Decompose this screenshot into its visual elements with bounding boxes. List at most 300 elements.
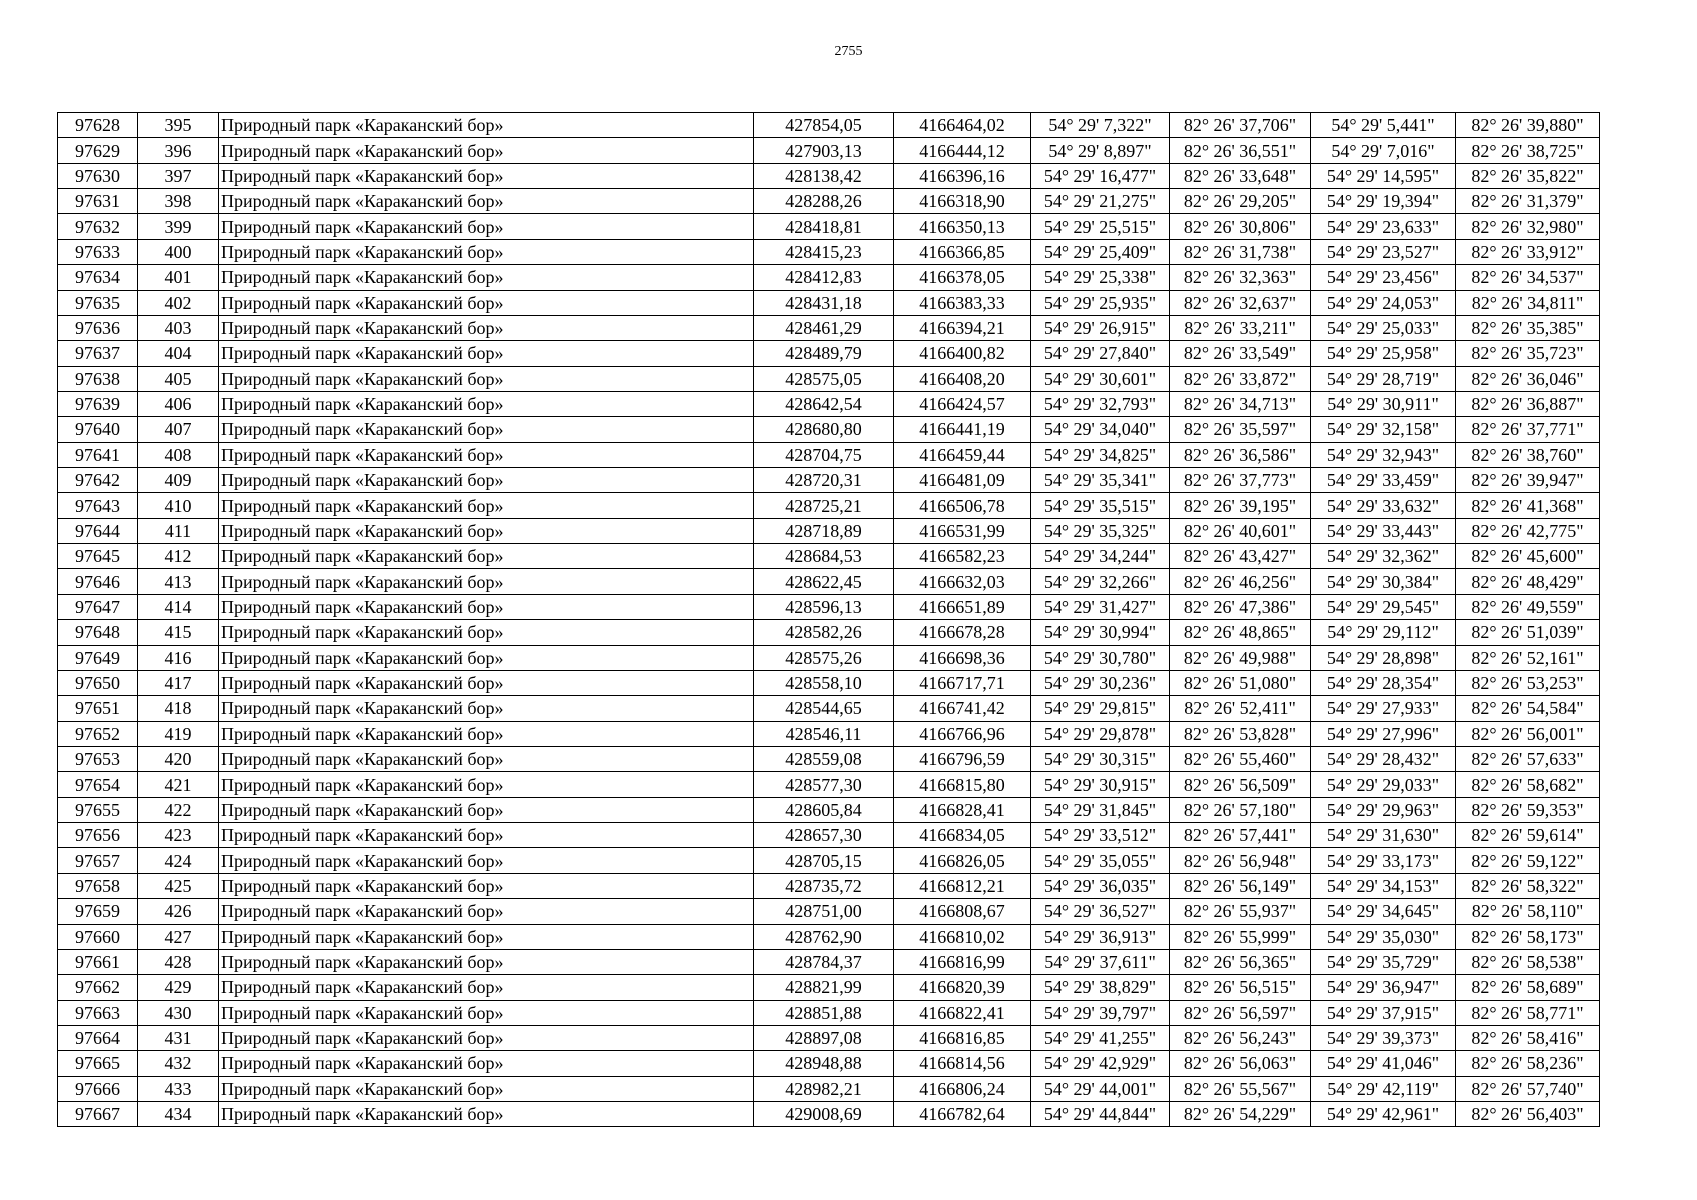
cell-point-number: 398 [138, 189, 219, 214]
cell-latitude-2: 54° 29' 34,153" [1311, 873, 1456, 898]
cell-y-coordinate: 4166531,99 [894, 518, 1031, 543]
cell-longitude-1: 82° 26' 47,386" [1170, 594, 1311, 619]
cell-x-coordinate: 428559,08 [754, 746, 894, 771]
cell-latitude-1: 54° 29' 35,515" [1031, 493, 1170, 518]
cell-object-name: Природный парк «Караканский бор» [219, 696, 754, 721]
cell-y-coordinate: 4166678,28 [894, 620, 1031, 645]
cell-longitude-2: 82° 26' 35,385" [1456, 315, 1600, 340]
cell-x-coordinate: 428982,21 [754, 1076, 894, 1101]
cell-object-name: Природный парк «Караканский бор» [219, 645, 754, 670]
cell-object-name: Природный парк «Караканский бор» [219, 1051, 754, 1076]
cell-object-name: Природный парк «Караканский бор» [219, 975, 754, 1000]
cell-record-id: 97651 [58, 696, 138, 721]
cell-longitude-2: 82° 26' 35,822" [1456, 163, 1600, 188]
cell-point-number: 401 [138, 265, 219, 290]
table-row [58, 1000, 1600, 1025]
cell-object-name: Природный парк «Караканский бор» [219, 721, 754, 746]
cell-point-number: 415 [138, 620, 219, 645]
cell-latitude-1: 54° 29' 7,322" [1031, 113, 1170, 138]
cell-point-number: 411 [138, 518, 219, 543]
table-row [58, 113, 1600, 138]
cell-point-number: 421 [138, 772, 219, 797]
cell-longitude-2: 82° 26' 42,775" [1456, 518, 1600, 543]
cell-point-number: 417 [138, 670, 219, 695]
cell-latitude-1: 54° 29' 30,236" [1031, 670, 1170, 695]
cell-point-number: 423 [138, 823, 219, 848]
table-row [58, 1076, 1600, 1101]
cell-latitude-1: 54° 29' 36,035" [1031, 873, 1170, 898]
cell-latitude-2: 54° 29' 32,158" [1311, 417, 1456, 442]
cell-y-coordinate: 4166366,85 [894, 239, 1031, 264]
cell-latitude-1: 54° 29' 37,611" [1031, 949, 1170, 974]
cell-x-coordinate: 428575,05 [754, 366, 894, 391]
cell-latitude-1: 54° 29' 21,275" [1031, 189, 1170, 214]
cell-latitude-2: 54° 29' 19,394" [1311, 189, 1456, 214]
table-row [58, 1051, 1600, 1076]
cell-object-name: Природный парк «Караканский бор» [219, 746, 754, 771]
cell-latitude-2: 54° 29' 35,729" [1311, 949, 1456, 974]
cell-object-name: Природный парк «Караканский бор» [219, 620, 754, 645]
cell-point-number: 402 [138, 290, 219, 315]
table-row [58, 1102, 1600, 1127]
cell-record-id: 97662 [58, 975, 138, 1000]
cell-latitude-2: 54° 29' 29,112" [1311, 620, 1456, 645]
cell-latitude-2: 54° 29' 27,933" [1311, 696, 1456, 721]
cell-object-name: Природный парк «Караканский бор» [219, 341, 754, 366]
cell-object-name: Природный парк «Караканский бор» [219, 569, 754, 594]
cell-latitude-1: 54° 29' 32,793" [1031, 391, 1170, 416]
cell-longitude-1: 82° 26' 52,411" [1170, 696, 1311, 721]
cell-longitude-1: 82° 26' 33,872" [1170, 366, 1311, 391]
cell-record-id: 97659 [58, 899, 138, 924]
cell-record-id: 97661 [58, 949, 138, 974]
cell-y-coordinate: 4166378,05 [894, 265, 1031, 290]
cell-latitude-1: 54° 29' 26,915" [1031, 315, 1170, 340]
cell-longitude-2: 82° 26' 56,403" [1456, 1102, 1600, 1127]
cell-object-name: Природный парк «Караканский бор» [219, 239, 754, 264]
cell-longitude-2: 82° 26' 39,880" [1456, 113, 1600, 138]
cell-point-number: 412 [138, 544, 219, 569]
cell-y-coordinate: 4166441,19 [894, 417, 1031, 442]
cell-longitude-1: 82° 26' 56,515" [1170, 975, 1311, 1000]
table-row [58, 290, 1600, 315]
cell-object-name: Природный парк «Караканский бор» [219, 1025, 754, 1050]
cell-longitude-1: 82° 26' 56,948" [1170, 848, 1311, 873]
cell-record-id: 97645 [58, 544, 138, 569]
cell-x-coordinate: 428138,42 [754, 163, 894, 188]
cell-point-number: 395 [138, 113, 219, 138]
cell-y-coordinate: 4166394,21 [894, 315, 1031, 340]
cell-point-number: 404 [138, 341, 219, 366]
cell-latitude-2: 54° 29' 30,911" [1311, 391, 1456, 416]
cell-longitude-1: 82° 26' 36,586" [1170, 442, 1311, 467]
cell-longitude-2: 82° 26' 31,379" [1456, 189, 1600, 214]
cell-y-coordinate: 4166318,90 [894, 189, 1031, 214]
cell-latitude-2: 54° 29' 41,046" [1311, 1051, 1456, 1076]
cell-point-number: 424 [138, 848, 219, 873]
cell-longitude-1: 82° 26' 35,597" [1170, 417, 1311, 442]
cell-object-name: Природный парк «Караканский бор» [219, 823, 754, 848]
cell-point-number: 427 [138, 924, 219, 949]
table-row [58, 620, 1600, 645]
cell-y-coordinate: 4166796,59 [894, 746, 1031, 771]
cell-latitude-2: 54° 29' 24,053" [1311, 290, 1456, 315]
cell-latitude-2: 54° 29' 35,030" [1311, 924, 1456, 949]
cell-y-coordinate: 4166506,78 [894, 493, 1031, 518]
cell-x-coordinate: 428558,10 [754, 670, 894, 695]
cell-x-coordinate: 428720,31 [754, 468, 894, 493]
cell-y-coordinate: 4166350,13 [894, 214, 1031, 239]
cell-y-coordinate: 4166632,03 [894, 569, 1031, 594]
table-row [58, 138, 1600, 163]
cell-longitude-1: 82° 26' 46,256" [1170, 569, 1311, 594]
cell-x-coordinate: 428948,88 [754, 1051, 894, 1076]
cell-longitude-1: 82° 26' 37,706" [1170, 113, 1311, 138]
cell-y-coordinate: 4166806,24 [894, 1076, 1031, 1101]
cell-latitude-2: 54° 29' 23,633" [1311, 214, 1456, 239]
cell-longitude-2: 82° 26' 33,912" [1456, 239, 1600, 264]
cell-record-id: 97631 [58, 189, 138, 214]
cell-record-id: 97650 [58, 670, 138, 695]
cell-object-name: Природный парк «Караканский бор» [219, 873, 754, 898]
cell-latitude-2: 54° 29' 23,456" [1311, 265, 1456, 290]
cell-object-name: Природный парк «Караканский бор» [219, 113, 754, 138]
cell-object-name: Природный парк «Караканский бор» [219, 899, 754, 924]
cell-longitude-2: 82° 26' 45,600" [1456, 544, 1600, 569]
cell-x-coordinate: 428431,18 [754, 290, 894, 315]
cell-x-coordinate: 428680,80 [754, 417, 894, 442]
cell-record-id: 97644 [58, 518, 138, 543]
cell-longitude-1: 82° 26' 33,211" [1170, 315, 1311, 340]
cell-y-coordinate: 4166822,41 [894, 1000, 1031, 1025]
cell-y-coordinate: 4166834,05 [894, 823, 1031, 848]
cell-longitude-1: 82° 26' 31,738" [1170, 239, 1311, 264]
cell-point-number: 414 [138, 594, 219, 619]
table-row [58, 163, 1600, 188]
cell-record-id: 97640 [58, 417, 138, 442]
cell-longitude-1: 82° 26' 56,063" [1170, 1051, 1311, 1076]
cell-point-number: 407 [138, 417, 219, 442]
cell-object-name: Природный парк «Караканский бор» [219, 290, 754, 315]
cell-latitude-2: 54° 29' 14,595" [1311, 163, 1456, 188]
cell-object-name: Природный парк «Караканский бор» [219, 1102, 754, 1127]
cell-object-name: Природный парк «Караканский бор» [219, 391, 754, 416]
cell-longitude-1: 82° 26' 29,205" [1170, 189, 1311, 214]
cell-record-id: 97660 [58, 924, 138, 949]
cell-latitude-1: 54° 29' 29,815" [1031, 696, 1170, 721]
cell-record-id: 97655 [58, 797, 138, 822]
cell-longitude-2: 82° 26' 36,887" [1456, 391, 1600, 416]
cell-point-number: 406 [138, 391, 219, 416]
cell-latitude-2: 54° 29' 39,373" [1311, 1025, 1456, 1050]
cell-object-name: Природный парк «Караканский бор» [219, 1000, 754, 1025]
cell-record-id: 97649 [58, 645, 138, 670]
cell-point-number: 418 [138, 696, 219, 721]
table-row [58, 417, 1600, 442]
cell-latitude-2: 54° 29' 29,963" [1311, 797, 1456, 822]
cell-longitude-2: 82° 26' 36,046" [1456, 366, 1600, 391]
table-row [58, 391, 1600, 416]
coordinates-table [57, 112, 1600, 1127]
cell-point-number: 430 [138, 1000, 219, 1025]
cell-record-id: 97646 [58, 569, 138, 594]
cell-latitude-1: 54° 29' 27,840" [1031, 341, 1170, 366]
cell-record-id: 97667 [58, 1102, 138, 1127]
cell-record-id: 97648 [58, 620, 138, 645]
cell-y-coordinate: 4166826,05 [894, 848, 1031, 873]
cell-longitude-1: 82° 26' 55,937" [1170, 899, 1311, 924]
cell-x-coordinate: 428605,84 [754, 797, 894, 822]
cell-record-id: 97657 [58, 848, 138, 873]
cell-x-coordinate: 428544,65 [754, 696, 894, 721]
cell-longitude-1: 82° 26' 53,828" [1170, 721, 1311, 746]
cell-y-coordinate: 4166481,09 [894, 468, 1031, 493]
cell-x-coordinate: 428288,26 [754, 189, 894, 214]
cell-longitude-2: 82° 26' 38,725" [1456, 138, 1600, 163]
cell-y-coordinate: 4166396,16 [894, 163, 1031, 188]
cell-latitude-1: 54° 29' 31,427" [1031, 594, 1170, 619]
cell-longitude-1: 82° 26' 56,243" [1170, 1025, 1311, 1050]
cell-y-coordinate: 4166741,42 [894, 696, 1031, 721]
cell-point-number: 426 [138, 899, 219, 924]
cell-object-name: Природный парк «Караканский бор» [219, 594, 754, 619]
cell-longitude-1: 82° 26' 56,597" [1170, 1000, 1311, 1025]
cell-longitude-1: 82° 26' 30,806" [1170, 214, 1311, 239]
cell-y-coordinate: 4166383,33 [894, 290, 1031, 315]
cell-longitude-2: 82° 26' 59,353" [1456, 797, 1600, 822]
cell-point-number: 419 [138, 721, 219, 746]
cell-x-coordinate: 428418,81 [754, 214, 894, 239]
table-row [58, 696, 1600, 721]
cell-x-coordinate: 428718,89 [754, 518, 894, 543]
cell-longitude-1: 82° 26' 55,460" [1170, 746, 1311, 771]
table-row [58, 899, 1600, 924]
cell-latitude-1: 54° 29' 34,825" [1031, 442, 1170, 467]
table-row [58, 924, 1600, 949]
cell-record-id: 97652 [58, 721, 138, 746]
cell-object-name: Природный парк «Караканский бор» [219, 493, 754, 518]
cell-y-coordinate: 4166816,85 [894, 1025, 1031, 1050]
cell-record-id: 97656 [58, 823, 138, 848]
cell-point-number: 403 [138, 315, 219, 340]
cell-record-id: 97641 [58, 442, 138, 467]
cell-latitude-2: 54° 29' 33,459" [1311, 468, 1456, 493]
cell-latitude-1: 54° 29' 34,040" [1031, 417, 1170, 442]
cell-longitude-1: 82° 26' 48,865" [1170, 620, 1311, 645]
cell-latitude-1: 54° 29' 30,315" [1031, 746, 1170, 771]
cell-y-coordinate: 4166810,02 [894, 924, 1031, 949]
cell-latitude-1: 54° 29' 33,512" [1031, 823, 1170, 848]
cell-object-name: Природный парк «Караканский бор» [219, 949, 754, 974]
cell-latitude-2: 54° 29' 7,016" [1311, 138, 1456, 163]
table-row [58, 873, 1600, 898]
cell-record-id: 97630 [58, 163, 138, 188]
cell-y-coordinate: 4166820,39 [894, 975, 1031, 1000]
cell-record-id: 97642 [58, 468, 138, 493]
cell-longitude-1: 82° 26' 32,363" [1170, 265, 1311, 290]
cell-longitude-1: 82° 26' 33,549" [1170, 341, 1311, 366]
cell-latitude-1: 54° 29' 25,935" [1031, 290, 1170, 315]
cell-point-number: 422 [138, 797, 219, 822]
cell-latitude-2: 54° 29' 28,354" [1311, 670, 1456, 695]
table-row [58, 975, 1600, 1000]
cell-point-number: 409 [138, 468, 219, 493]
cell-x-coordinate: 428784,37 [754, 949, 894, 974]
cell-y-coordinate: 4166408,20 [894, 366, 1031, 391]
cell-latitude-2: 54° 29' 33,173" [1311, 848, 1456, 873]
cell-y-coordinate: 4166582,23 [894, 544, 1031, 569]
table-row [58, 823, 1600, 848]
cell-record-id: 97639 [58, 391, 138, 416]
cell-x-coordinate: 428897,08 [754, 1025, 894, 1050]
table-row [58, 594, 1600, 619]
cell-latitude-1: 54° 29' 25,515" [1031, 214, 1170, 239]
table-row [58, 366, 1600, 391]
cell-latitude-2: 54° 29' 42,961" [1311, 1102, 1456, 1127]
cell-longitude-2: 82° 26' 51,039" [1456, 620, 1600, 645]
cell-longitude-2: 82° 26' 56,001" [1456, 721, 1600, 746]
cell-y-coordinate: 4166717,71 [894, 670, 1031, 695]
cell-record-id: 97665 [58, 1051, 138, 1076]
cell-record-id: 97658 [58, 873, 138, 898]
cell-latitude-1: 54° 29' 30,601" [1031, 366, 1170, 391]
cell-longitude-1: 82° 26' 56,149" [1170, 873, 1311, 898]
cell-latitude-2: 54° 29' 30,384" [1311, 569, 1456, 594]
cell-y-coordinate: 4166808,67 [894, 899, 1031, 924]
cell-point-number: 433 [138, 1076, 219, 1101]
cell-longitude-2: 82° 26' 59,614" [1456, 823, 1600, 848]
cell-longitude-2: 82° 26' 34,537" [1456, 265, 1600, 290]
table-row [58, 848, 1600, 873]
cell-latitude-2: 54° 29' 32,362" [1311, 544, 1456, 569]
cell-x-coordinate: 428821,99 [754, 975, 894, 1000]
cell-record-id: 97635 [58, 290, 138, 315]
cell-object-name: Природный парк «Караканский бор» [219, 315, 754, 340]
table-row [58, 265, 1600, 290]
cell-latitude-1: 54° 29' 35,055" [1031, 848, 1170, 873]
cell-latitude-1: 54° 29' 30,915" [1031, 772, 1170, 797]
cell-x-coordinate: 429008,69 [754, 1102, 894, 1127]
table-row [58, 239, 1600, 264]
cell-record-id: 97666 [58, 1076, 138, 1101]
cell-latitude-2: 54° 29' 37,915" [1311, 1000, 1456, 1025]
cell-y-coordinate: 4166812,21 [894, 873, 1031, 898]
cell-point-number: 429 [138, 975, 219, 1000]
cell-longitude-2: 82° 26' 34,811" [1456, 290, 1600, 315]
cell-x-coordinate: 428461,29 [754, 315, 894, 340]
cell-point-number: 399 [138, 214, 219, 239]
table-row [58, 670, 1600, 695]
cell-point-number: 416 [138, 645, 219, 670]
cell-latitude-2: 54° 29' 23,527" [1311, 239, 1456, 264]
cell-object-name: Природный парк «Караканский бор» [219, 772, 754, 797]
cell-latitude-2: 54° 29' 5,441" [1311, 113, 1456, 138]
cell-longitude-2: 82° 26' 32,980" [1456, 214, 1600, 239]
cell-longitude-2: 82° 26' 41,368" [1456, 493, 1600, 518]
cell-object-name: Природный парк «Караканский бор» [219, 366, 754, 391]
cell-longitude-1: 82° 26' 56,509" [1170, 772, 1311, 797]
cell-latitude-1: 54° 29' 25,338" [1031, 265, 1170, 290]
cell-record-id: 97654 [58, 772, 138, 797]
table-row [58, 949, 1600, 974]
cell-x-coordinate: 428415,23 [754, 239, 894, 264]
cell-longitude-1: 82° 26' 49,988" [1170, 645, 1311, 670]
cell-longitude-2: 82° 26' 58,771" [1456, 1000, 1600, 1025]
table-row [58, 772, 1600, 797]
cell-latitude-2: 54° 29' 34,645" [1311, 899, 1456, 924]
cell-latitude-1: 54° 29' 44,001" [1031, 1076, 1170, 1101]
table-row [58, 341, 1600, 366]
cell-latitude-1: 54° 29' 30,994" [1031, 620, 1170, 645]
table-row [58, 569, 1600, 594]
cell-longitude-2: 82° 26' 35,723" [1456, 341, 1600, 366]
cell-longitude-1: 82° 26' 55,567" [1170, 1076, 1311, 1101]
table-row [58, 214, 1600, 239]
cell-record-id: 97628 [58, 113, 138, 138]
cell-latitude-2: 54° 29' 25,033" [1311, 315, 1456, 340]
cell-point-number: 432 [138, 1051, 219, 1076]
cell-latitude-2: 54° 29' 29,033" [1311, 772, 1456, 797]
cell-latitude-2: 54° 29' 27,996" [1311, 721, 1456, 746]
cell-longitude-1: 82° 26' 36,551" [1170, 138, 1311, 163]
cell-y-coordinate: 4166782,64 [894, 1102, 1031, 1127]
table-row [58, 442, 1600, 467]
cell-point-number: 400 [138, 239, 219, 264]
cell-latitude-2: 54° 29' 28,432" [1311, 746, 1456, 771]
cell-object-name: Природный парк «Караканский бор» [219, 189, 754, 214]
cell-point-number: 425 [138, 873, 219, 898]
cell-x-coordinate: 428622,45 [754, 569, 894, 594]
cell-longitude-2: 82° 26' 58,416" [1456, 1025, 1600, 1050]
cell-longitude-2: 82° 26' 48,429" [1456, 569, 1600, 594]
cell-latitude-2: 54° 29' 33,443" [1311, 518, 1456, 543]
table-row [58, 468, 1600, 493]
table-row [58, 189, 1600, 214]
cell-x-coordinate: 428762,90 [754, 924, 894, 949]
cell-latitude-1: 54° 29' 41,255" [1031, 1025, 1170, 1050]
cell-x-coordinate: 427854,05 [754, 113, 894, 138]
cell-latitude-2: 54° 29' 25,958" [1311, 341, 1456, 366]
cell-latitude-1: 54° 29' 44,844" [1031, 1102, 1170, 1127]
cell-y-coordinate: 4166816,99 [894, 949, 1031, 974]
cell-x-coordinate: 428577,30 [754, 772, 894, 797]
page-number: 2755 [834, 44, 863, 59]
table-row [58, 797, 1600, 822]
cell-x-coordinate: 428582,26 [754, 620, 894, 645]
cell-object-name: Природный парк «Караканский бор» [219, 848, 754, 873]
cell-x-coordinate: 428546,11 [754, 721, 894, 746]
cell-longitude-2: 82° 26' 52,161" [1456, 645, 1600, 670]
cell-point-number: 413 [138, 569, 219, 594]
cell-latitude-1: 54° 29' 39,797" [1031, 1000, 1170, 1025]
cell-longitude-2: 82° 26' 53,253" [1456, 670, 1600, 695]
cell-longitude-1: 82° 26' 56,365" [1170, 949, 1311, 974]
cell-record-id: 97663 [58, 1000, 138, 1025]
cell-record-id: 97643 [58, 493, 138, 518]
cell-longitude-2: 82° 26' 39,947" [1456, 468, 1600, 493]
table-row [58, 746, 1600, 771]
cell-record-id: 97629 [58, 138, 138, 163]
cell-record-id: 97632 [58, 214, 138, 239]
cell-point-number: 431 [138, 1025, 219, 1050]
cell-longitude-1: 82° 26' 37,773" [1170, 468, 1311, 493]
cell-object-name: Природный парк «Караканский бор» [219, 417, 754, 442]
cell-longitude-1: 82° 26' 33,648" [1170, 163, 1311, 188]
cell-longitude-2: 82° 26' 54,584" [1456, 696, 1600, 721]
cell-point-number: 434 [138, 1102, 219, 1127]
cell-object-name: Природный парк «Караканский бор» [219, 163, 754, 188]
table-row [58, 518, 1600, 543]
